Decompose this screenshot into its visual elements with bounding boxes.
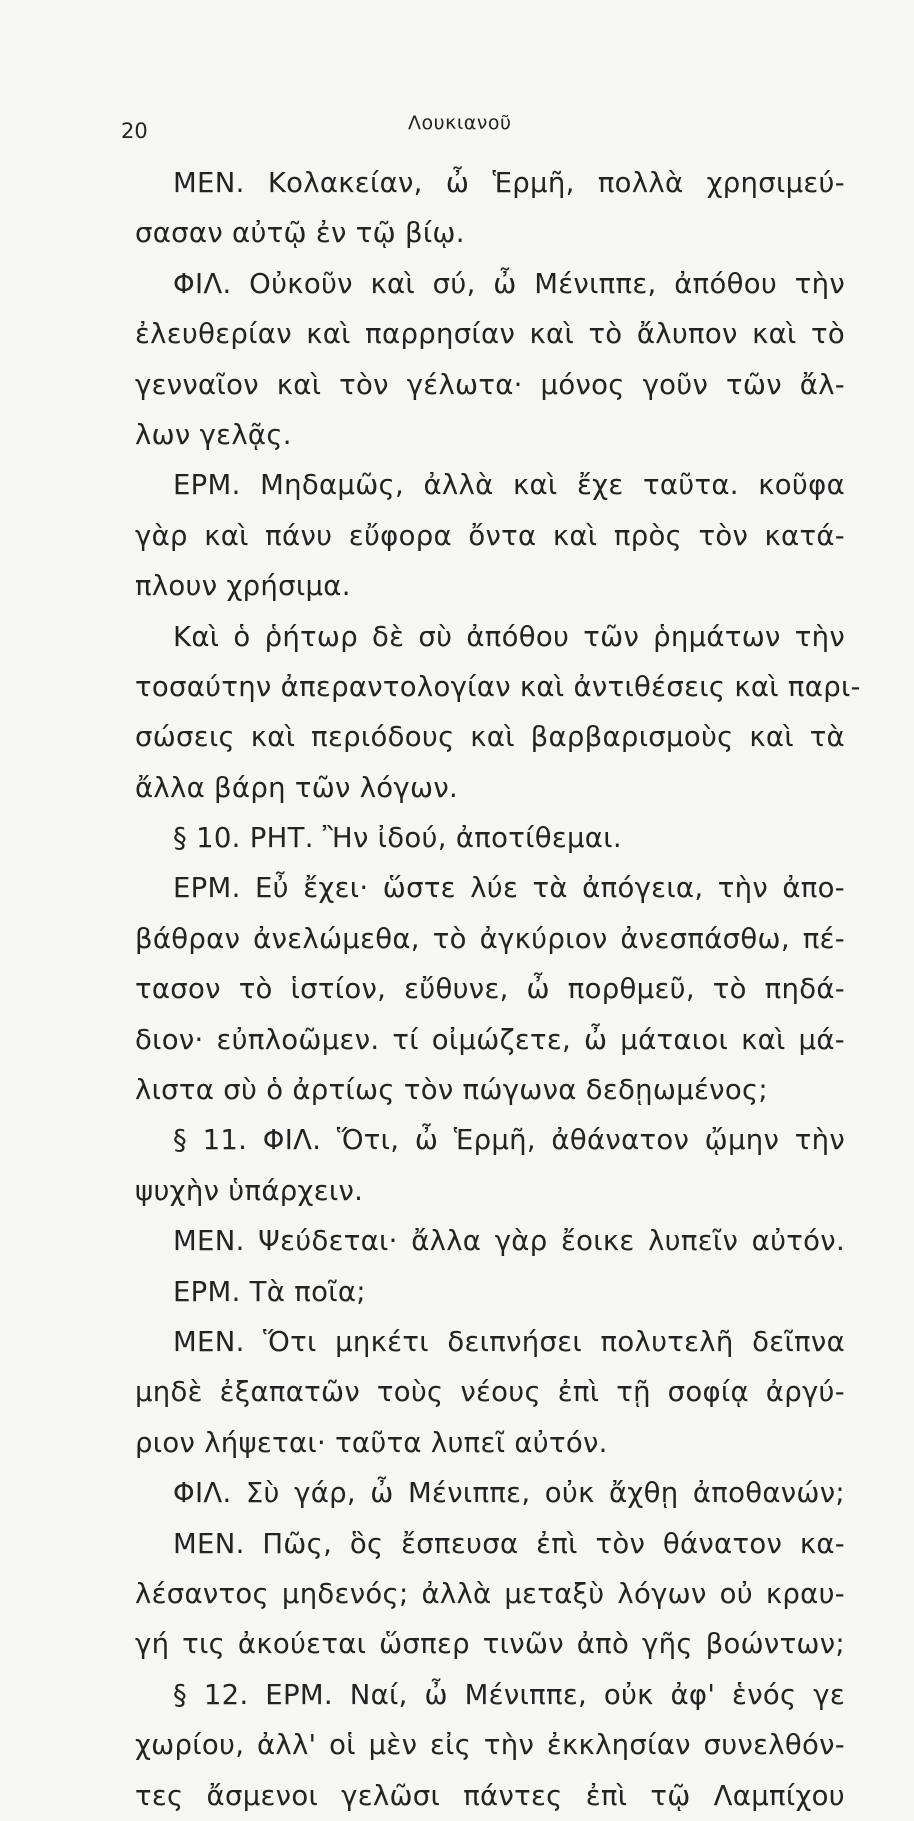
text-line: διον· εὐπλοῶμεν. τί οἰμώζετε, ὦ μάταιοι καὶ μά- bbox=[135, 1023, 845, 1056]
text-line: § 12. ΕΡΜ. Ναί, ὦ Μένιππε, οὐκ ἀφ' ἑνός γε bbox=[173, 1678, 845, 1711]
text-line: ἄλλα βάρη τῶν λόγων. bbox=[135, 771, 459, 804]
text-line: ψυχὴν ὑπάρχειν. bbox=[135, 1174, 364, 1207]
page-number: 20 bbox=[121, 119, 148, 143]
text-line: ΕΡΜ. Εὖ ἔχει· ὥστε λύε τὰ ἀπόγεια, τὴν ἀπο- bbox=[173, 872, 845, 905]
text-line: ἐλευθερίαν καὶ παρρησίαν καὶ τὸ ἄλυπον καὶ τὸ bbox=[135, 318, 845, 351]
text-line: ΜΕΝ. Ὅτι μηκέτι δειπνήσει πολυτελῆ δεῖπνα bbox=[173, 1325, 845, 1358]
text-line: λιστα σὺ ὁ ἀρτίως τὸν πώγωνα δεδῃωμένος; bbox=[135, 1074, 768, 1107]
text-line: γενναῖον καὶ τὸν γέλωτα· μόνος γοῦν τῶν ἄλ- bbox=[135, 368, 845, 401]
text-line: σώσεις καὶ περιόδους καὶ βαρβαρισμοὺς καὶ τὰ bbox=[135, 721, 845, 754]
text-line: βάθραν ἀνελώμεθα, τὸ ἀγκύριον ἀνεσπάσθω, πέ- bbox=[135, 922, 845, 955]
text-line: τοσαύτην ἀπεραντολογίαν καὶ ἀντιθέσεις καὶ παρι- bbox=[135, 670, 861, 703]
text-line: ΜΕΝ. Πῶς, ὃς ἔσπευσα ἐπὶ τὸν θάνατον κα- bbox=[173, 1527, 845, 1560]
text-line: ΕΡΜ. Τὰ ποῖα; bbox=[173, 1275, 366, 1308]
text-line: μηδὲ ἐξαπατῶν τοὺς νέους ἐπὶ τῇ σοφίᾳ ἀργύ- bbox=[135, 1376, 845, 1409]
text-line: ΦΙΛ. Σὺ γάρ, ὦ Μένιππε, οὐκ ἄχθῃ ἀποθανών; bbox=[173, 1477, 845, 1510]
text-line: ΜΕΝ. Κολακείαν, ὦ Ἑρμῆ, πολλὰ χρησιμεύ- bbox=[173, 167, 845, 199]
running-title: Λουκιανοῦ bbox=[408, 112, 512, 134]
text-line: § 10. ΡΗΤ. Ἢν ἰδού, ἀποτίθεμαι. bbox=[173, 822, 622, 855]
text-line: χωρίου, ἀλλ' οἱ μὲν εἰς τὴν ἐκκλησίαν συνελθόν- bbox=[135, 1729, 845, 1762]
text-line: τασον τὸ ἱστίον, εὔθυνε, ὦ πορθμεῦ, τὸ πηδά- bbox=[135, 973, 845, 1006]
text-line: § 11. ΦΙΛ. Ὅτι, ὦ Ἑρμῆ, ἀθάνατον ᾤμην τὴν bbox=[173, 1124, 845, 1157]
page-body bbox=[135, 158, 861, 1821]
text-line: Καὶ ὁ ῥήτωρ δὲ σὺ ἀπόθου τῶν ῥημάτων τὴν bbox=[173, 620, 845, 653]
text-line: σασαν αὐτῷ ἐν τῷ βίῳ. bbox=[135, 217, 465, 250]
text-line: ριον λήψεται· ταῦτα λυπεῖ αὐτόν. bbox=[135, 1426, 608, 1459]
text-line: ΕΡΜ. Μηδαμῶς, ἀλλὰ καὶ ἔχε ταῦτα. κοῦφα bbox=[173, 469, 845, 502]
text-line: πλουν χρήσιμα. bbox=[135, 570, 351, 603]
text-line: τες ἄσμενοι γελῶσι πάντες ἐπὶ τῷ Λαμπίχου bbox=[135, 1779, 845, 1812]
text-line: γή τις ἀκούεται ὥσπερ τινῶν ἀπὸ γῆς βοώντων; bbox=[135, 1628, 845, 1661]
text-line: ΜΕΝ. Ψεύδεται· ἄλλα γὰρ ἔοικε λυπεῖν αὐτόν. bbox=[173, 1225, 845, 1258]
text-line: ΦΙΛ. Οὐκοῦν καὶ σύ, ὦ Μένιππε, ἀπόθου τὴν bbox=[173, 267, 845, 300]
text-line: γὰρ καὶ πάνυ εὔφορα ὄντα καὶ πρὸς τὸν κατά- bbox=[135, 519, 845, 552]
text-line: λων γελᾷς. bbox=[135, 418, 292, 451]
text-line: λέσαντος μηδενός; ἀλλὰ μεταξὺ λόγων οὐ κραυ- bbox=[135, 1577, 845, 1610]
